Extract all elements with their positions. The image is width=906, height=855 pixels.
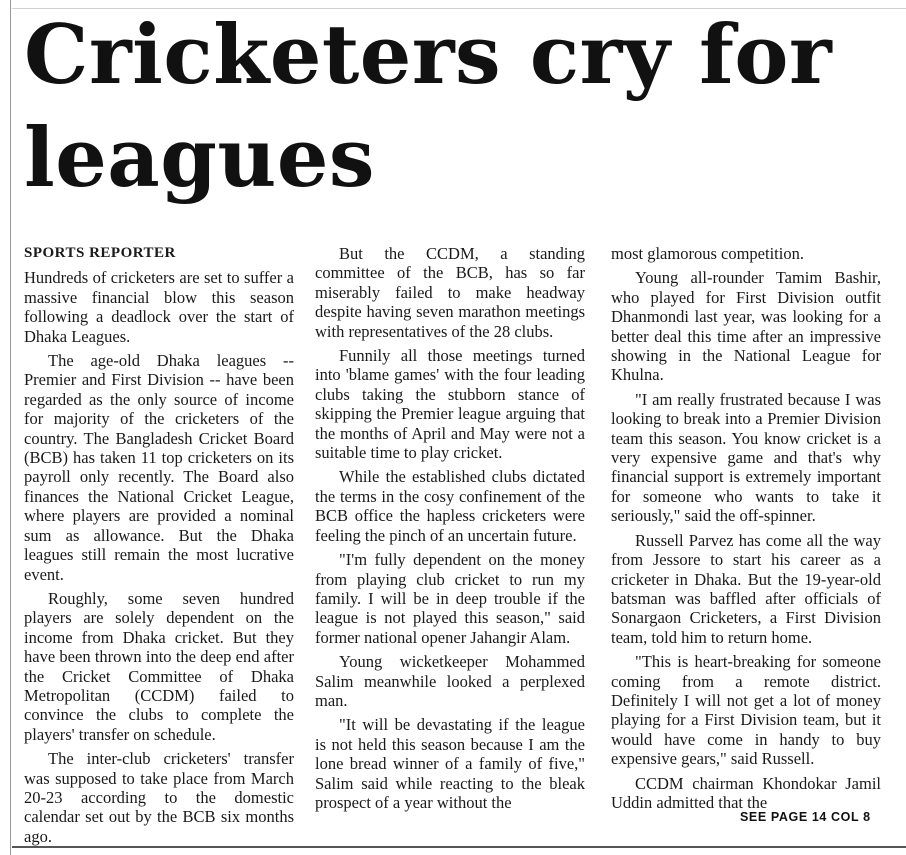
paragraph: "It will be devastating if the league is not held this season because I am the lone bread winner of a family of five," Salim said while reacting to the bleak prospect of a year without the <box>315 715 585 812</box>
paragraph: Young all-rounder Tamim Bashir, who played for First Division outfit Dhanmondi last year, was looking for a better deal this time after an impressive showing in the National League for Khulna. <box>611 268 881 385</box>
article-column-1 <box>24 244 294 846</box>
paragraph: Hundreds of cricketers are set to suffer a massive financial blow this season following a deadlock over the start of Dhaka Leagues. <box>24 268 294 346</box>
continued-on-page: SEE PAGE 14 COL 8 <box>740 810 871 824</box>
paragraph: The inter-club cricketers' transfer was supposed to take place from March 20-23 according to the domestic calendar set out by the BCB six months ago. <box>24 749 294 846</box>
article-column-3 <box>611 244 881 812</box>
paragraph: "I'm fully dependent on the money from playing club cricket to run my family. I will be in deep trouble if the league is not played this season," said former national opener Jahangir Alam. <box>315 550 585 647</box>
paragraph: Roughly, some seven hundred players are solely dependent on the income from Dhaka cricket. But they have been thrown into the deep end after the Cricket Committee of Dhaka Metropolitan (CCDM) failed to convince the clubs to complete the players' transfer on schedule. <box>24 588 294 744</box>
article-column-2 <box>315 244 585 812</box>
paragraph: The age-old Dhaka leagues -- Premier and First Division -- have been regarded as the only source of income for majority of the cricketers of the country. The Bangladesh Cricket Board (BCB) has taken 11 top cricketers on its payroll only recently. The Board also finances the National Cricket League, where players are provided a nominal sum as allowance. But the Dhaka leagues still remain the most lucrative event. <box>24 351 294 584</box>
headline: Cricketers cry for leagues <box>24 8 833 206</box>
paragraph: Funnily all those meetings turned into 'blame games' with the four leading clubs taking the stubborn stance of skipping the Premier league arguing that the months of April and May were not a suitable time to play cricket. <box>315 346 585 463</box>
bottom-rule <box>12 846 906 848</box>
paragraph: Young wicketkeeper Mohammed Salim meanwhile looked a perplexed man. <box>315 652 585 710</box>
paragraph: While the established clubs dictated the terms in the cosy confinement of the BCB office the hapless cricketers were feeling the pinch of an uncertain future. <box>315 467 585 545</box>
byline: SPORTS REPORTER <box>24 245 176 261</box>
paragraph: "I am really frustrated because I was looking to break into a Premier Division team this season. You know cricket is a very expensive game and that's why financial support is extremely important for someone who wants to take it seriously," said the off-spinner. <box>611 389 881 526</box>
paragraph: But the CCDM, a standing committee of the BCB, has so far miserably failed to make headway despite having seven marathon meetings with representatives of the 28 clubs. <box>315 244 585 341</box>
paragraph: Russell Parvez has come all the way from Jessore to start his career as a cricketer in Dhaka. But the 19-year-old batsman was baffled after officials of Sonargaon Cricketers, a First Division team, told him to return home. <box>611 530 881 647</box>
paragraph: most glamorous competition. <box>611 244 804 263</box>
paragraph: CCDM chairman Khondokar Jamil Uddin admitted that the <box>611 773 881 812</box>
paragraph: "This is heart-breaking for someone coming from a remote district. Definitely I will not get a lot of money playing for a First Division team, but it would have come in handy to buy expensive gears," said Russell. <box>611 652 881 769</box>
left-column-rule <box>10 0 11 855</box>
